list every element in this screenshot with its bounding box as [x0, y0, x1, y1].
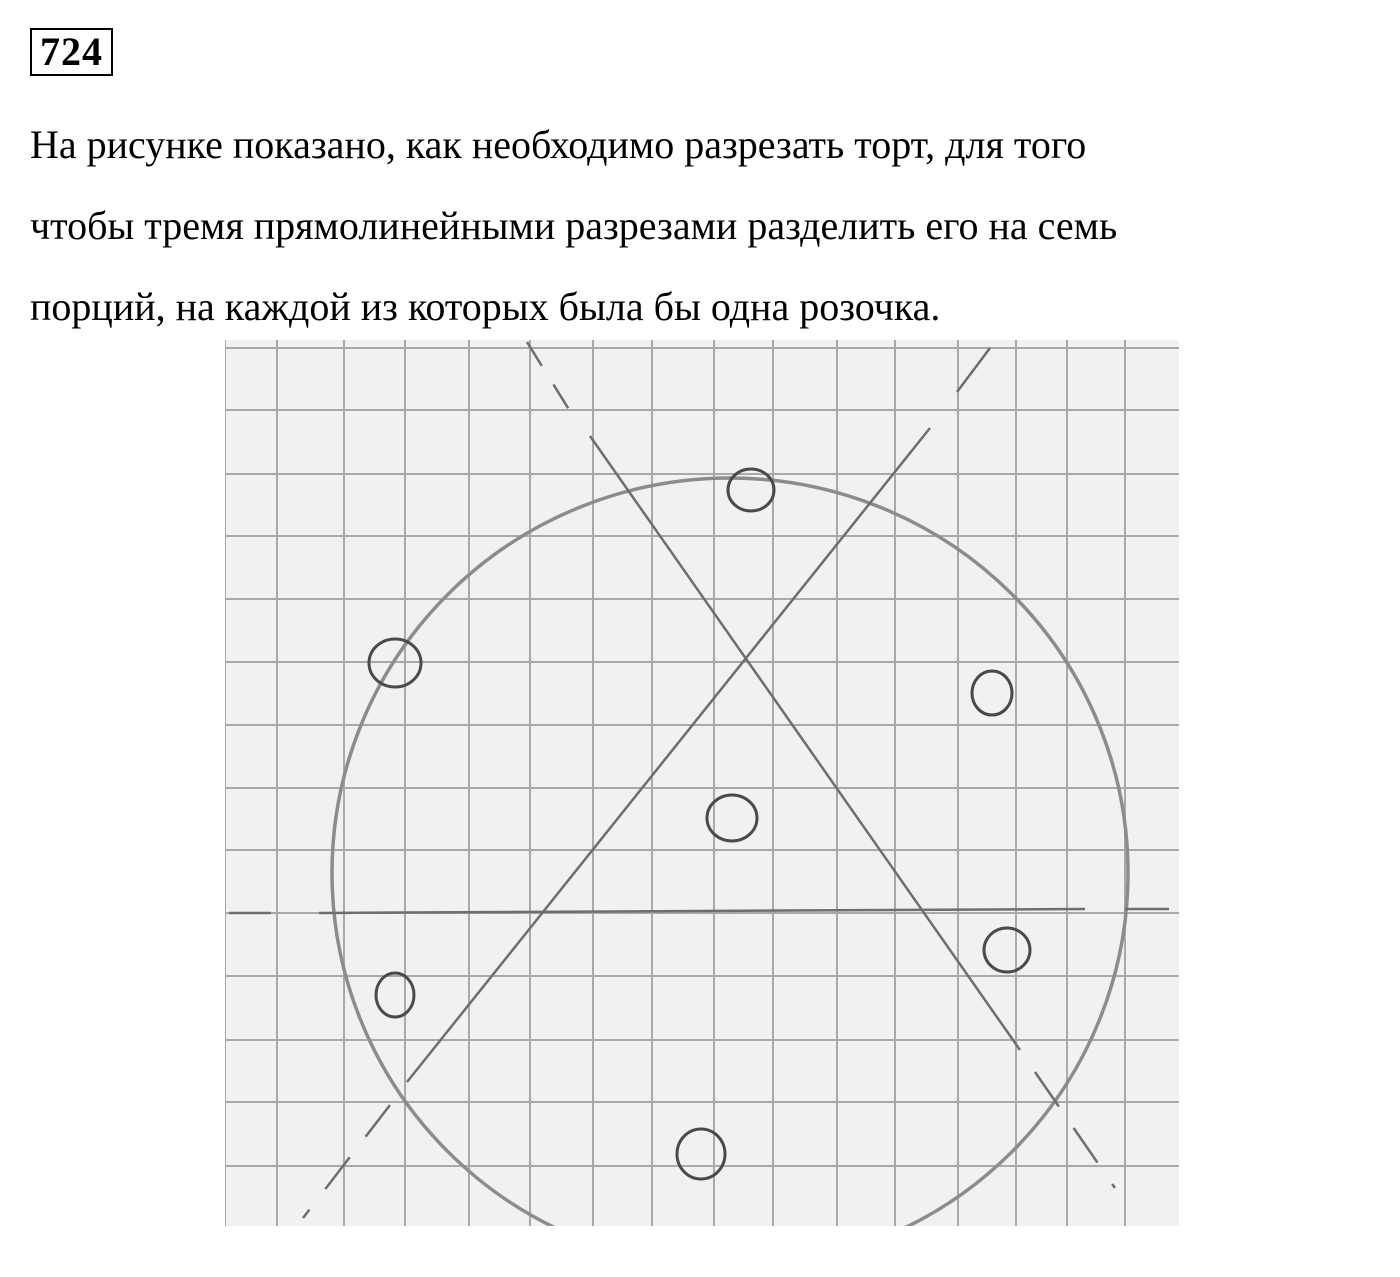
paper-background	[225, 340, 1179, 1226]
problem-text: На рисунке показано, как необходимо разрезать торт, для того чтобы тремя прямолинейными разрезами разделить его на семь порций, на каждой из которых была бы одна розочка.	[30, 122, 1118, 329]
cake-drawing-svg	[225, 340, 1179, 1226]
problem-number: 724	[30, 28, 113, 76]
cake-drawing	[225, 340, 1179, 1226]
